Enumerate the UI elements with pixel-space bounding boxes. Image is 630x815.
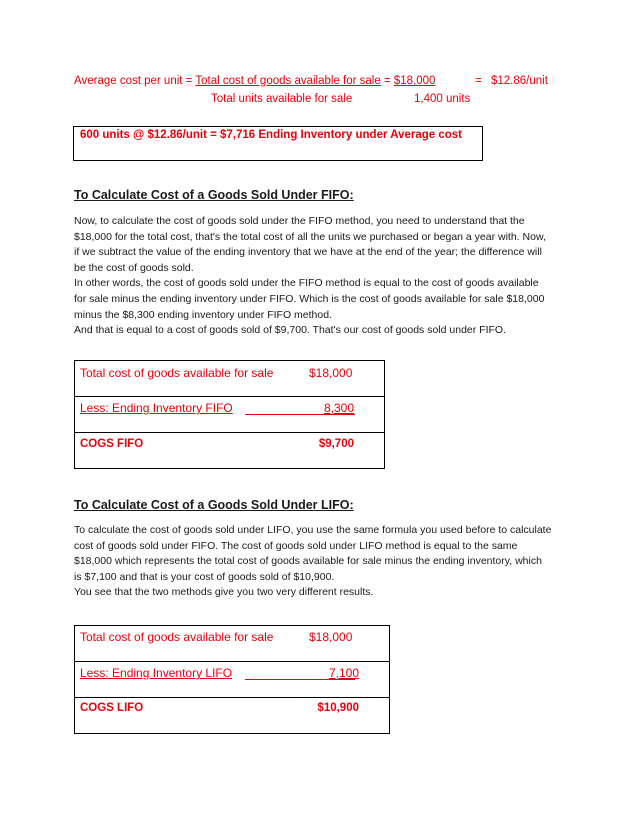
formula-label: Average cost per unit = bbox=[74, 75, 196, 87]
ending-inventory-box bbox=[73, 126, 483, 161]
formula-denominator-text: Total units available for sale bbox=[211, 93, 353, 105]
fifo-paragraph-3: And that is equal to a cost of goods sold of $9,700. That's our cost of goods sold under FIFO. bbox=[74, 324, 506, 337]
lifo-cogs-table bbox=[74, 625, 390, 734]
lifo-body bbox=[74, 523, 552, 601]
lifo-paragraph-1: To calculate the cost of goods sold under LIFO, you use the same formula you used before to calculate cost of goods sold under FIFO. The cost of goods sold under LIFO method is equal to the same $18,000 which represents the total cost of goods available for sale minus the ending inventory, which is $7,100 and that is your cost of goods sold of $10,900. bbox=[74, 524, 552, 583]
fifo-cogs-label: COGS FIFO bbox=[80, 438, 144, 450]
lifo-total-cost-label: Total cost of goods available for sale bbox=[80, 630, 274, 644]
fifo-cogs-table bbox=[74, 360, 385, 469]
lifo-heading: To Calculate Cost of a Goods Sold Under LIFO: bbox=[74, 498, 354, 512]
lifo-paragraph-2: You see that the two methods give you two very different results. bbox=[74, 586, 374, 599]
lifo-ending-inventory-value: 7,100 bbox=[328, 666, 359, 680]
lifo-cogs-label: COGS LIFO bbox=[80, 702, 144, 714]
lifo-cogs-value: $10,900 bbox=[317, 702, 359, 714]
table-row bbox=[75, 361, 384, 396]
formula-equals-2: = bbox=[475, 75, 482, 87]
table-row bbox=[75, 432, 384, 469]
formula-denominator-value: 1,400 units bbox=[414, 93, 471, 105]
fifo-total-cost-value: $18,000 bbox=[309, 366, 353, 380]
fifo-total-cost-label: Total cost of goods available for sale bbox=[80, 366, 274, 380]
average-cost-formula bbox=[74, 75, 435, 87]
fifo-ending-inventory-value: 8,300 bbox=[323, 401, 354, 415]
lifo-total-cost-value: $18,000 bbox=[309, 630, 353, 644]
lifo-ending-inventory-label: Less: Ending Inventory LIFO bbox=[80, 666, 233, 680]
formula-numerator-value: $18,000 bbox=[393, 75, 436, 87]
table-row bbox=[75, 396, 384, 432]
table-row bbox=[75, 626, 389, 661]
fifo-ending-inventory-label: Less: Ending Inventory FIFO bbox=[80, 401, 233, 415]
fifo-cogs-value: $9,700 bbox=[318, 438, 354, 450]
formula-numerator-text: Total cost of goods available for sale bbox=[195, 75, 381, 87]
fifo-paragraph-2: In other words, the cost of goods sold under the FIFO method is equal to the cost of goods available for sale minus the ending inventory under FIFO. Which is the cost of goods available for sale $18,000 minus the $8,300 ending inventory under FIFO method. bbox=[74, 277, 545, 321]
fifo-body bbox=[74, 214, 552, 339]
table-row bbox=[75, 697, 389, 734]
formula-equals-1: = bbox=[380, 75, 394, 87]
table-row bbox=[75, 661, 389, 697]
formula-result: $12.86/unit bbox=[491, 75, 548, 87]
fifo-paragraph-1: Now, to calculate the cost of goods sold under the FIFO method, you need to understand that the $18,000 for the total cost, that's the total cost of all the units we purchased or began a year with. Now, if we subtract the value of the ending inventory that we have at the end of the year; the difference will be the cost of goods sold. bbox=[74, 215, 546, 274]
fifo-heading: To Calculate Cost of a Goods Sold Under FIFO: bbox=[74, 188, 354, 202]
ending-inventory-text: 600 units @ $12.86/unit = $7,716 Ending Inventory under Average cost bbox=[80, 129, 463, 141]
